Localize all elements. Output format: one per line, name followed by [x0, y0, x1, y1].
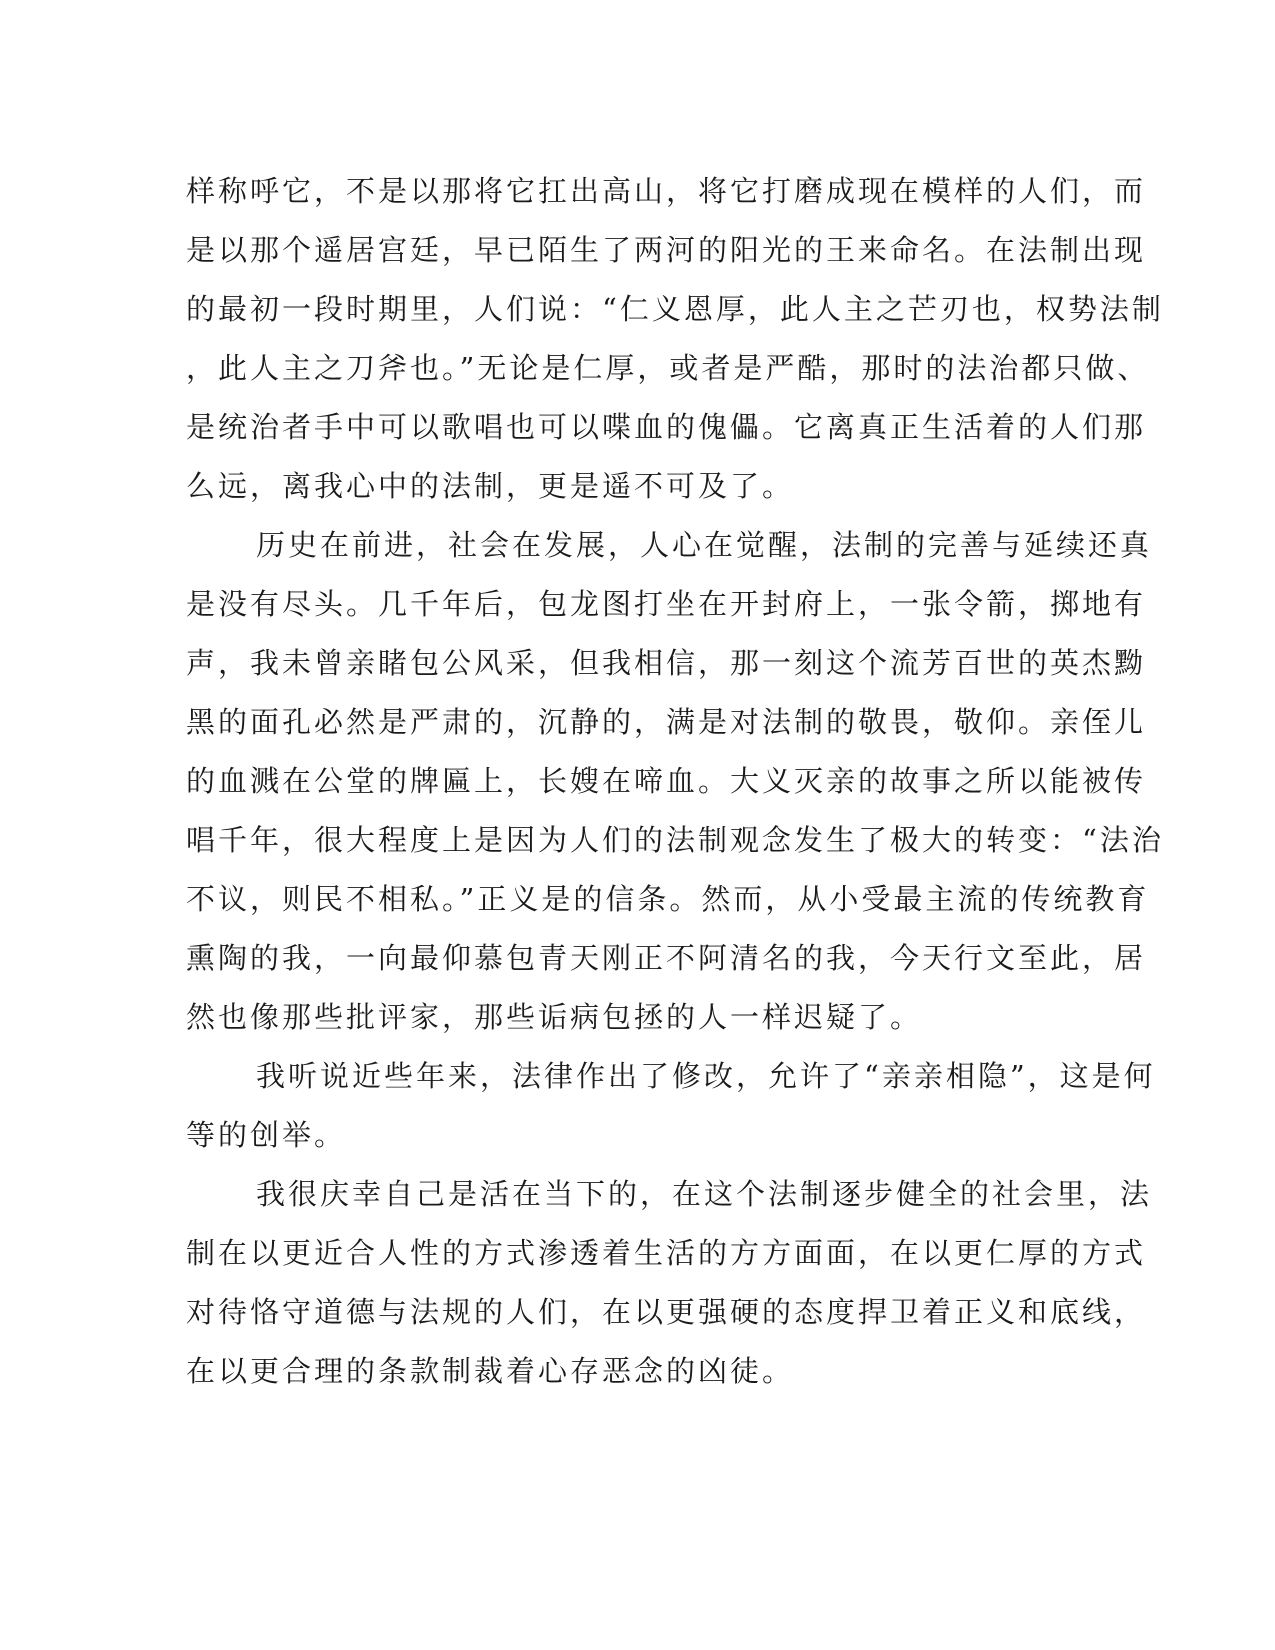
text-line: 等的创举。: [186, 1118, 347, 1152]
paragraph-first-line: 我很庆幸自己是活在当下的，在这个法制逐步健全的社会里，法: [256, 1177, 1153, 1211]
text-line: 在以更合理的条款制裁着心存恶念的凶徒。: [186, 1354, 795, 1388]
text-line: ，此人主之刀斧也。”无论是仁厚，或者是严酷，那时的法治都只做、: [186, 351, 1150, 385]
body-text: [186, 162, 1164, 1401]
text-line: 是统治者手中可以歌唱也可以喋血的傀儡。它离真正生活着的人们那: [186, 410, 1147, 444]
text-line: 对待恪守道德与法规的人们，在以更强硬的态度捍卫着正义和底线，: [186, 1295, 1147, 1329]
text-line: 制在以更近合人性的方式渗透着生活的方方面面，在以更仁厚的方式: [186, 1236, 1147, 1270]
text-line: 是以那个遥居宫廷，早已陌生了两河的阳光的王来命名。在法制出现: [186, 233, 1147, 267]
text-line: 黑的面孔必然是严肃的，沉静的，满是对法制的敬畏，敬仰。亲侄儿: [186, 705, 1147, 739]
text-line: 声，我未曾亲睹包公风采，但我相信，那一刻这个流芳百世的英杰黝: [186, 646, 1147, 680]
text-line: 是没有尽头。几千年后，包龙图打坐在开封府上，一张令箭，掷地有: [186, 587, 1147, 621]
text-line: 的最初一段时期里，人们说：“仁义恩厚，此人主之芒刃也，权势法制: [186, 292, 1164, 326]
text-line: 样称呼它，不是以那将它扛出高山，将它打磨成现在模样的人们，而: [186, 174, 1147, 208]
text-line: 的血溅在公堂的牌匾上，长嫂在啼血。大义灭亲的故事之所以能被传: [186, 764, 1147, 798]
text-line: 熏陶的我，一向最仰慕包青天刚正不阿清名的我，今天行文至此，居: [186, 941, 1147, 975]
text-line: 么远，离我心中的法制，更是遥不可及了。: [186, 469, 795, 503]
paragraph-first-line: 历史在前进，社会在发展，人心在觉醒，法制的完善与延续还真: [256, 528, 1153, 562]
text-line: 不议，则民不相私。”正义是的信条。然而，从小受最主流的传统教育: [186, 882, 1150, 916]
text-line: 唱千年，很大程度上是因为人们的法制观念发生了极大的转变：“法治: [186, 823, 1164, 857]
paragraph-first-line: 我听说近些年来，法律作出了修改，允许了“亲亲相隐”，这是何: [256, 1059, 1156, 1093]
text-line: 然也像那些批评家，那些诟病包拯的人一样迟疑了。: [186, 1000, 923, 1034]
